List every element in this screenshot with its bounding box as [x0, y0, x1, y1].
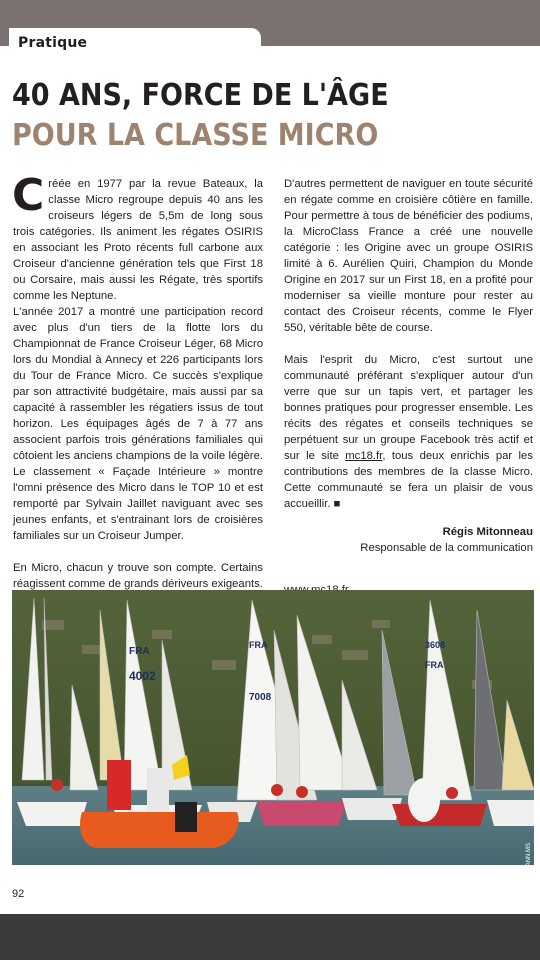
paragraph-esprit-end: , tous deux enrichis par les contributions des membres de la classe Micro. Cette communauté se fera un plaisir de vous accueillir. ■ [284, 450, 533, 510]
drop-cap: C [12, 170, 45, 221]
paragraph-intro [12, 170, 263, 304]
section-tab-label: Pratique [18, 35, 88, 51]
photo-credit: © WIRMANN.MS [526, 843, 532, 890]
sail-number-label: 7008 [249, 692, 272, 703]
article-title-line2: POUR LA CLASSE MICRO [12, 118, 379, 153]
page-number: 92 [12, 888, 25, 900]
site-inline-link[interactable]: mc18.fr [345, 450, 383, 462]
sail-number-label: FRA [425, 660, 444, 670]
sail-number-label: 3608 [425, 640, 446, 650]
author-name: Régis Mitonneau [442, 526, 533, 538]
regatta-photo [12, 590, 534, 890]
article-title-line1: 40 ANS, FORCE DE L'ÂGE [12, 78, 389, 113]
paragraph-esprit-text: Mais l'esprit du Micro, c'est surtout une communauté préférant s'expliquer autour d'un verre que sur un tapis vert, et partager les bonnes pratiques pour progresser ensemble. Les récits des régates et conseils techniques se perpétuent sur un groupe Facebook très actif et sur le site [284, 354, 533, 462]
article-right-column [284, 176, 533, 614]
sail-number-label: 4002 [129, 669, 156, 683]
paragraph-compte: En Micro, chacun y trouve son compte. Certains réagissent comme de grands dériveurs exigeants. [13, 562, 263, 590]
paragraph-esprit [284, 352, 533, 512]
paragraph-text: réée en 1977 par la revue Bateaux, la classe Micro regroupe depuis 40 ans les croiseurs légers de 5,5m de long sous trois catégories. Ils animent les régates OSIRIS en associant les Proto récents full carbone aux Croiseur d'ancienne génération tels que First 18 ou Corsaire, mais aussi les Régate, très sportifs comme les Neptune. [13, 178, 263, 302]
author-role: Responsable de la communication [360, 542, 533, 554]
bottom-frame-bar [0, 914, 540, 960]
author-signature [284, 524, 533, 556]
paragraph-2017: L'année 2017 a montré une participation record avec plus d'un tiers de la flotte lors du Championnat de France Croiseur Léger, 68 Micro lors du Mondial à Annecy et 226 participants lors du Tour de France Micro. Ce succès s'explique par son attractivité budgétaire, mais aussi par sa capacité à rassembler les régatiers issus de tout horizon. Les équipages âgés de 7 à 77 ans associent parfois trois générations familiales qui côtoient les anciens champions de la voile légère. Le classement « Façade Intérieure » montre l'omni présence des Micro dans le TOP 10 et est remporté par Sylvain Jaillet naviguant avec ses jeunes enfants, et s'entrainant lors de croisières familiales sur un Croiseur Jumper. [13, 306, 263, 542]
sail-number-label: FRA [249, 640, 268, 650]
sail-number-label: FRA [129, 646, 150, 657]
article-left-column [12, 170, 263, 592]
paragraph-securite: D'autres permettent de naviguer en toute sécurité en régate comme en croisière côtière en famille. Pour permettre à tous de bénéficier des podiums, la MicroClass France a créé une nouvelle catégorie : les Origine avec un groupe OSIRIS limité à 6. Aurélien Quiri, Champion du Monde Origine en 2017 sur un First 18, en a profité pour moderniser sa vieille monture pour rester au contact des Croiseur récents, comme le Flyer 550, véritable bête de course. [284, 178, 533, 334]
